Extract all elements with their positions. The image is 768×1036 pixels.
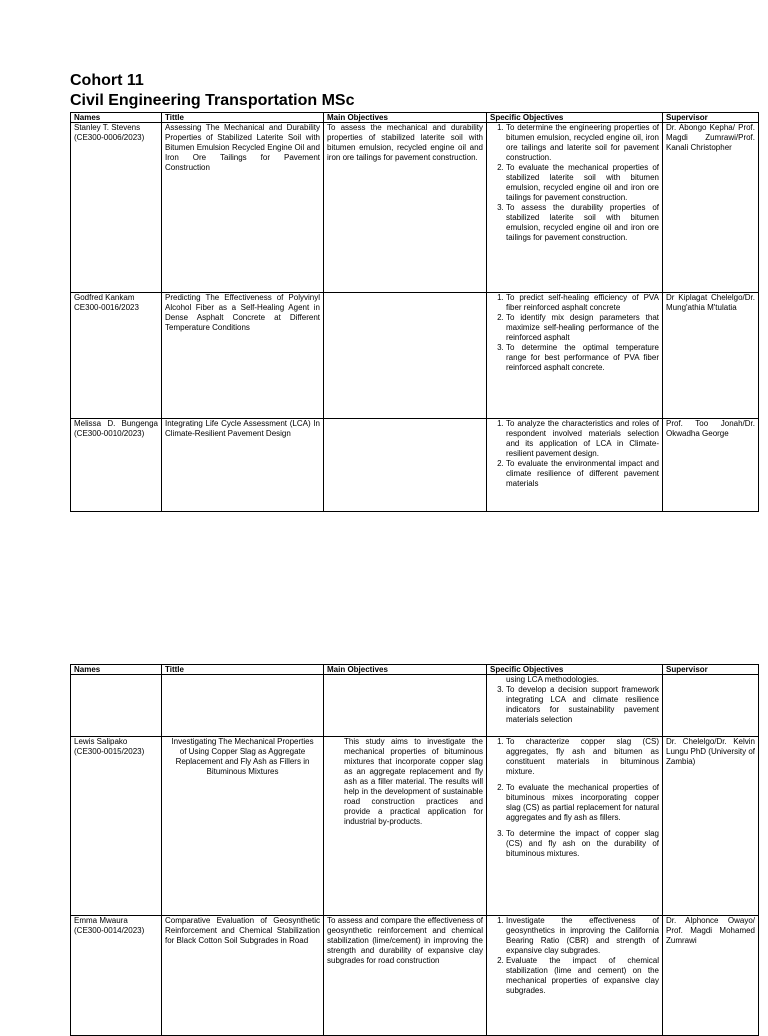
supervisor: Dr. Abongo Kepha/ Prof. Magdi Zumrawi/Prof. Kanali Christopher: [663, 123, 759, 293]
student-name: Emma Mwaura (CE300-0014/2023): [71, 916, 162, 1036]
thesis-title: Comparative Evaluation of Geosynthetic Reinforcement and Chemical Stabilization for Black Cotton Soil Subgrades in Road: [162, 916, 324, 1036]
objective-item: 3. To determine the impact of copper slag (CS) and fly ash on the durability of bituminous mixtures.: [506, 829, 659, 859]
col-header-title: Tittle: [162, 665, 324, 675]
objective-item: 1. Investigate the effectiveness of geosynthetics in improving the California Bearing Ratio (CBR) and strength of expansive clay subgrades.: [506, 916, 659, 956]
objective-item: 1. To analyze the characteristics and roles of respondent involved materials selection and its application of LCA in Climate-resilient pavement design.: [506, 419, 659, 459]
thesis-title: [162, 675, 324, 737]
thesis-title: Assessing The Mechanical and Durability Properties of Stabilized Laterite Soil with Bitumen Emulsion Recycled Engine Oil and Iron Ore Tailings for Pavement Construction: [162, 123, 324, 293]
objectives-list: [490, 419, 659, 489]
objective-item: 3. To assess the durability properties of stabilized laterite soil with bitumen emulsion, recycled engine oil and iron ore tailings for pavement construction.: [506, 203, 659, 243]
objective-item: 3. To determine the optimal temperature range for best performance of PVA fiber reinforced asphalt concrete.: [506, 343, 659, 373]
table-row: [71, 123, 759, 293]
specific-objectives: [487, 419, 663, 512]
program-heading: Civil Engineering Transportation MSc: [70, 92, 355, 109]
col-header-names: Names: [71, 665, 162, 675]
students-table-page-2: [70, 664, 759, 1036]
student-name: [71, 675, 162, 737]
thesis-title: Investigating The Mechanical Properties of Using Copper Slag as Aggregate Replacement and Fly Ash as Fillers in Bituminous Mixtures: [162, 737, 324, 916]
student-name: Lewis Salipako (CE300-0015/2023): [71, 737, 162, 916]
objectives-list: [490, 123, 659, 243]
table-row: [71, 737, 759, 916]
supervisor: [663, 675, 759, 737]
objective-item: 1. To characterize copper slag (CS) aggregates, fly ash and bitumen as constituent materials in bituminous mixture.: [506, 737, 659, 777]
main-objective: [324, 293, 487, 419]
student-name: Melissa D. Bungenga (CE300-0010/2023): [71, 419, 162, 512]
objective-item: 2. Evaluate the impact of chemical stabilization (lime and cement) on the mechanical properties of expansive clay subgrades.: [506, 956, 659, 996]
table-row: [71, 293, 759, 419]
objectives-list: [490, 737, 659, 859]
objective-item: 3. To develop a decision support framework integrating LCA and climate resilience indicators for sustainability pavement materials selection: [506, 685, 659, 725]
cohort-heading: Cohort 11: [70, 72, 144, 89]
main-objective: To assess and compare the effectiveness of geosynthetic reinforcement and chemical stabilization (lime/cement) in improving the strength and durability of expansive clay subgrades for road construction: [324, 916, 487, 1036]
students-table-page-1: [70, 112, 759, 512]
col-header-names: Names: [71, 113, 162, 123]
specific-objectives: [487, 675, 663, 737]
objective-item: 1. To determine the engineering properties of bitumen emulsion, recycled engine oil, iron ore tailings and laterite soil for pavement construction.: [506, 123, 659, 163]
col-header-specific-objectives: Specific Objectives: [487, 113, 663, 123]
specific-objectives: [487, 293, 663, 419]
col-header-supervisor: Supervisor: [663, 113, 759, 123]
main-objective: [324, 419, 487, 512]
table-row: [71, 419, 759, 512]
objectives-list: [490, 685, 659, 725]
thesis-title: Predicting The Effectiveness of Polyvinyl Alcohol Fiber as a Self-Healing Agent in Dense Asphalt Concrete at Different Temperature Conditions: [162, 293, 324, 419]
objective-item: 1. To predict self-healing efficiency of PVA fiber reinforced asphalt concrete: [506, 293, 659, 313]
supervisor: Dr Kiplagat Chelelgo/Dr. Mung'athia M'tulatia: [663, 293, 759, 419]
thesis-title: Integrating Life Cycle Assessment (LCA) In Climate-Resilient Pavement Design: [162, 419, 324, 512]
col-header-supervisor: Supervisor: [663, 665, 759, 675]
table-row-continued: [71, 675, 759, 737]
objective-item: 2. To evaluate the environmental impact and climate resilience of different pavement materials: [506, 459, 659, 489]
supervisor: Dr. Alphonce Owayo/ Prof. Magdi Mohamed Zumrawi: [663, 916, 759, 1036]
objectives-list: [490, 293, 659, 373]
col-header-main-objectives: Main Objectives: [324, 665, 487, 675]
col-header-title: Tittle: [162, 113, 324, 123]
student-name: Godfred Kankam CE300-0016/2023: [71, 293, 162, 419]
student-name: Stanley T. Stevens (CE300-0006/2023): [71, 123, 162, 293]
specific-objectives: [487, 123, 663, 293]
supervisor: Prof. Too Jonah/Dr. Okwadha George: [663, 419, 759, 512]
objective-item: 2. To evaluate the mechanical properties of bituminous mixes incorporating copper slag (CS) as partial replacement for natural aggregates and fly ash as fillers.: [506, 783, 659, 823]
col-header-main-objectives: Main Objectives: [324, 113, 487, 123]
table-header-row: [71, 113, 759, 123]
specific-objectives: [487, 737, 663, 916]
main-objective: To assess the mechanical and durability properties of stabilized laterite soil with bitumen emulsion, recycled engine oil and iron ore tailings for pavement construction.: [324, 123, 487, 293]
main-objective: [324, 675, 487, 737]
continued-objective-text: using LCA methodologies.: [506, 675, 599, 684]
specific-objectives: [487, 916, 663, 1036]
objective-item: 2. To identify mix design parameters that maximize self-healing performance of the reinforced asphalt: [506, 313, 659, 343]
table-header-row: [71, 665, 759, 675]
objective-item: 2. To evaluate the mechanical properties of stabilized laterite soil with bitumen emulsion, recycled engine oil and iron ore tailings for pavement construction.: [506, 163, 659, 203]
table-row: [71, 916, 759, 1036]
col-header-specific-objectives: Specific Objectives: [487, 665, 663, 675]
supervisor: Dr. Chelelgo/Dr. Kelvin Lungu PhD (University of Zambia): [663, 737, 759, 916]
main-objective: This study aims to investigate the mechanical properties of bituminous mixtures that incorporate copper slag as an aggregate replacement and fly ash as a filler material. The results will help in the development of sustainable road construction practices and provide a practical application for industrial by-products.: [324, 737, 487, 916]
objectives-list: [490, 916, 659, 996]
